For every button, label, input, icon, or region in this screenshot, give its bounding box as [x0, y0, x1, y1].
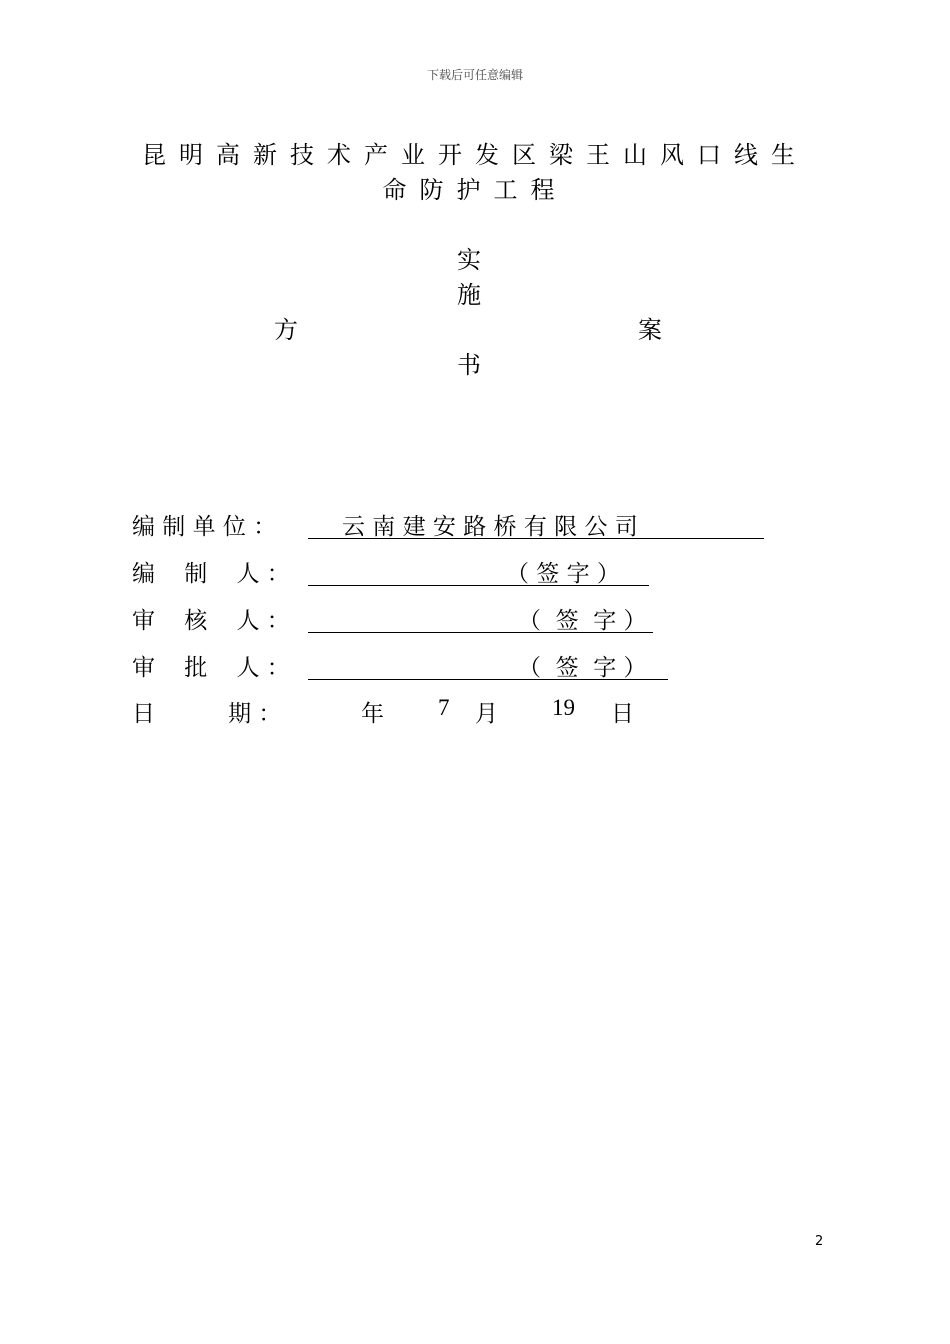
- doc-type-char-5: 书: [457, 351, 481, 379]
- date-month-value: 7: [438, 695, 450, 720]
- document-title-line-2: 命防护工程: [382, 176, 568, 204]
- preparer-sign-text: （ 签 字 ）: [506, 561, 620, 587]
- doc-type-char-2: 施: [457, 281, 481, 309]
- form-row-date: [132, 695, 772, 729]
- approver-sign-text: （ 签 字 ）: [518, 655, 647, 681]
- date-year-label: 年: [361, 701, 384, 727]
- unit-value: 云 南 建 安 路 桥 有 限 公 司: [342, 514, 638, 540]
- reviewer-label: 审 核 人 ：: [132, 608, 290, 634]
- doc-type-char-1: 实: [457, 246, 481, 274]
- doc-type-char-4: 案: [638, 316, 662, 344]
- doc-type-char-3: 方: [274, 316, 298, 344]
- date-label: 日 期 ：: [132, 701, 282, 727]
- date-month-label: 月: [475, 701, 498, 727]
- page-number: 2: [815, 1234, 824, 1249]
- date-day-value: 19: [552, 695, 575, 720]
- form-row-unit: [132, 508, 772, 542]
- form-row-preparer: [132, 555, 772, 589]
- reviewer-sign-text: （ 签 字 ）: [518, 608, 647, 634]
- preparer-label: 编 制 人 ：: [132, 561, 290, 587]
- unit-label: 编 制 单 位 ：: [132, 514, 277, 540]
- header-note: 下载后可任意编辑: [426, 68, 523, 82]
- document-title-line-1: 昆明高新技术产业开发区梁王山风口线生: [142, 141, 808, 169]
- date-day-label: 日: [611, 701, 634, 727]
- form-row-approver: [132, 649, 772, 683]
- unit-underline: [308, 538, 764, 539]
- form-row-reviewer: [132, 602, 772, 636]
- approver-label: 审 批 人 ：: [132, 655, 290, 681]
